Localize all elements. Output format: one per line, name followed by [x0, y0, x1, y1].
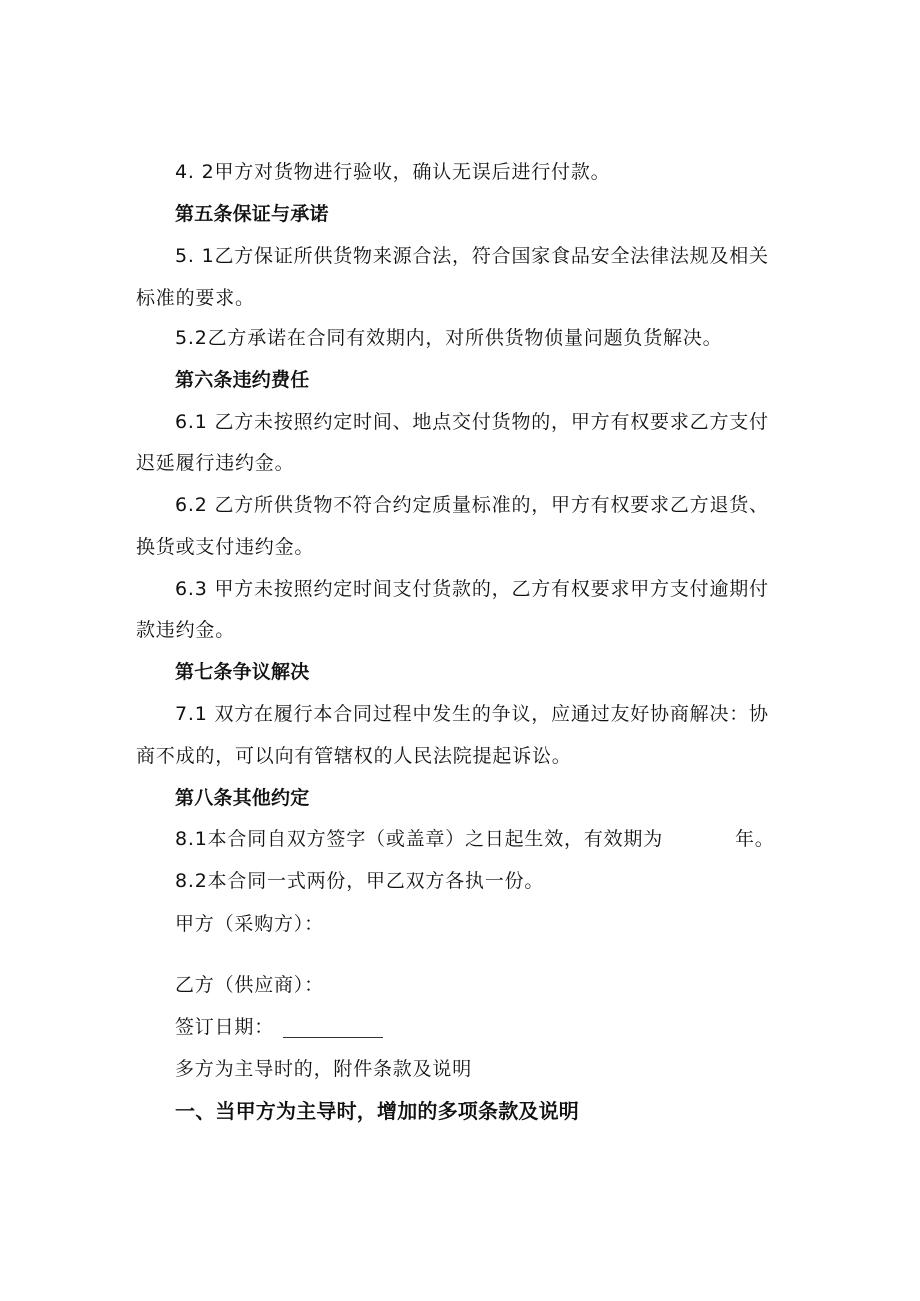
article-6-heading: 第六条违约费任 [175, 369, 310, 391]
clause-6-1: 6.1 乙方未按照约定时间、地点交付货物的，甲方有权要求乙方支付 [175, 411, 769, 433]
party-b-signature-label: 乙方（供应商）： [175, 974, 324, 996]
article-8-heading: 第八条其他约定 [175, 787, 310, 809]
clause-8-1: 8.1本合同自双方签字（或盖章）之日起生效，有效期为 [175, 828, 664, 850]
article-5-heading: 第五条保证与承诺 [175, 203, 329, 225]
clause-5-2: 5.2乙方承诺在合同有效期内，对所供货物侦量问题负货解决。 [175, 327, 723, 349]
appendix-section-heading: 一、当甲方为主导时，增加的多项条款及说明 [175, 1099, 579, 1123]
party-a-signature-label: 甲方（采购方）： [175, 913, 324, 935]
signing-date-blank [283, 1037, 383, 1038]
clause-7-1: 7.1 双方在履行本合同过程中发生的争议，应通过友好协商解决：协 [175, 703, 769, 725]
clause-6-3: 6.3 甲方未按照约定时间支付货款的，乙方有权要求甲方支付逾期付 [175, 578, 769, 600]
clause-4-2: 4. 2甲方对货物进行验收，确认无误后进行付款。 [175, 161, 611, 183]
clause-8-2: 8.2本合同一式两份，甲乙双方各执一份。 [175, 870, 545, 892]
clause-6-3-continued: 款违约金。 [136, 619, 236, 641]
article-7-heading: 第七条争议解决 [175, 661, 310, 683]
clause-6-2-continued: 换货或支付违约金。 [136, 536, 315, 558]
clause-8-1-year-suffix: 年。 [735, 828, 775, 850]
clause-6-1-continued: 迟延履行违约金。 [136, 452, 295, 474]
clause-5-1: 5. 1乙方保证所供货物来源合法，符合国家食品安全法律法规及相关 [175, 245, 769, 267]
clause-6-2: 6.2 乙方所供货物不符合约定质量标准的，甲方有权要求乙方退货、 [175, 494, 769, 516]
signing-date-label: 签订日期： [175, 1016, 275, 1038]
clause-7-1-continued: 商不成的，可以向有管辖权的人民法院提起诉讼。 [136, 745, 572, 767]
clause-5-1-continued: 标准的要求。 [136, 287, 255, 309]
appendix-intro: 多方为主导时的，附件条款及说明 [175, 1058, 473, 1080]
